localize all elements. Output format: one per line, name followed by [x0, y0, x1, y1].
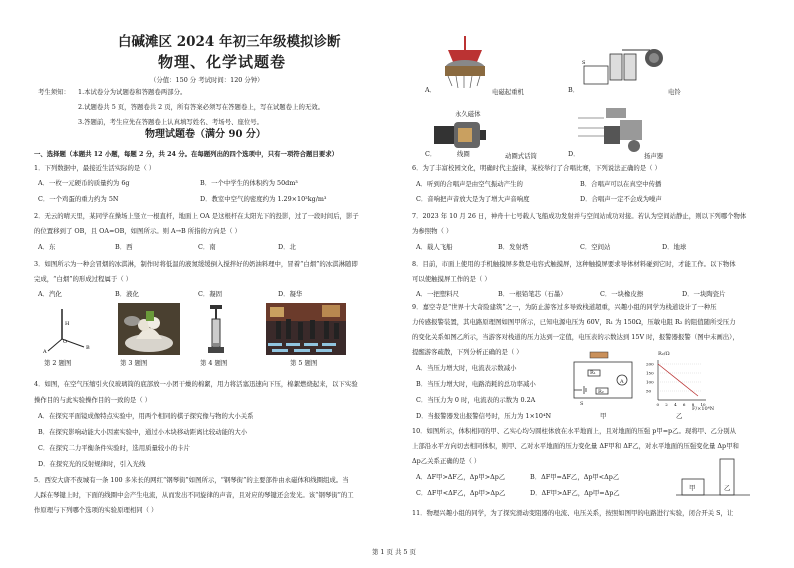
label-cylinder-jia: 甲	[689, 484, 696, 492]
q1-option-b: B．一个中学生的体积约为 50dm³	[200, 179, 298, 187]
q4-option-b: B．在探究影响动能大小因素实验中，通过小木块移动距离比较动能的大小	[38, 428, 248, 436]
figure-q2-pole	[40, 303, 100, 355]
q9-option-b: B．当压力增大时，电路消耗的总功率减小	[416, 380, 536, 388]
q9-option-d: D．当报警器发出报警信号时，压力为 1×10⁴N	[416, 412, 552, 420]
figure-q3-ice-cream-photo	[118, 303, 180, 355]
exam-title: 白碱滩区 2024 年初三年级模拟诊断	[118, 34, 341, 50]
notice-label: 考生须知：	[38, 88, 70, 96]
q9-stem-2: 力传感报警装置，其电路原理图如图甲所示，已知电源电压为 60V，R₁ 为 150Ω，压敏电阻 R₂ 的阻值随所受压力	[412, 318, 736, 326]
graph-curve	[658, 364, 698, 396]
figure-dynamic-microphone	[432, 118, 490, 152]
q7-option-d: D．地球	[662, 243, 687, 251]
part1-heading: 一、选择题（本题共 12 小题，每题 2 分，共 24 分。在每题列出的四个选项中，只有一项符合题目要求）	[34, 150, 338, 158]
q10-option-d: D．ΔF甲>ΔF乙，Δp甲=Δp乙	[530, 489, 620, 497]
q5-option-c-label: C．	[425, 150, 437, 158]
graph-y-tick: 150	[646, 370, 654, 376]
q8-option-c: C．一块橡皮擦	[600, 290, 644, 298]
label-ammeter: A	[620, 379, 624, 385]
q5-stem-3: 作原理与下列哪个选项的实验原理相同（ ）	[34, 506, 158, 514]
q10-option-a: A．ΔF甲>ΔF乙，Δp甲>Δp乙	[416, 473, 506, 481]
q8-stem: 8．目前，市面上使用的手机触摸屏多数是电容式触摸屏，这种触摸屏要求导体材料碰到它时，才能工作。以下物体	[412, 260, 736, 268]
q10-option-c: C．ΔF甲<ΔF乙，Δp甲>Δp乙	[416, 489, 506, 497]
figure-loudspeaker	[576, 104, 646, 156]
svg-text:A: A	[43, 349, 47, 355]
q3-stem: 3．如图所示为一种会冒烟的冰淇淋，制作时将低温的液氮缓缓倒入搅拌好的奶油料理中，冒着“白烟”的冰淇淋随即	[34, 260, 358, 268]
graph-y-tick: 100	[646, 379, 654, 385]
figure-q10-cylinders	[676, 455, 750, 501]
q5-stem-2: 人踩在琴键上时，下面的线圈中会产生电流，从而发出不同旋律的声音，且对应的琴键还会发光。该“钢琴街”的工	[34, 491, 354, 499]
q10-stem: 10．如图所示，体积相同的甲、乙实心均匀圆柱体放在水平地面上，且对地面的压强 p甲=p乙。现将甲、乙分别从	[412, 427, 737, 435]
figure-electric-bell	[578, 44, 668, 94]
label-r2: R₂	[598, 389, 604, 395]
q5-option-d-caption: 扬声器	[644, 152, 664, 160]
label-permanent-magnet: 永久磁体	[455, 110, 481, 118]
notice-item-3: 3.答题前，考生应先在答题卷上认真填写姓名、考场号、座位号。	[78, 118, 264, 126]
q7-stem-2: 为参照物（ ）	[412, 227, 453, 235]
q9-stem-4: 提醒游客疏散，下列分析正确的是（ ）	[412, 348, 523, 356]
graph-x-tick: 2	[665, 402, 668, 407]
q3-option-d: D．凝华	[278, 290, 303, 298]
q5-stem: 5．西安大唐不夜城有一条 100 多米长的网红“钢琴街”如图所示，“钢琴街”的主要部件由永磁体和线圈组成。当	[34, 476, 349, 484]
q2-option-a: A．东	[38, 243, 56, 251]
q5-option-b-label: B．	[568, 86, 580, 94]
q1-option-d: D．教室中空气的密度约为 1.29×10³kg/m³	[200, 195, 327, 203]
q4-stem: 4．如图，在空气压缩引火仪玻璃筒的底部放一小团干燥的棉絮，用力将活塞迅速向下压，棉絮燃烧起来，以下实验	[34, 380, 358, 388]
caption-fig4: 第 4 题图	[200, 359, 228, 367]
q9-stem-3: 的变化关系如图乙所示，当游客对栈道的压力达到一定值，电压表的示数达到 15V 时，报警器报警（图中未画出），	[412, 333, 739, 341]
q2-stem: 2．无云的晴天里，某同学在操场上竖立一根直杆，地面上 OA 是这根杆在太阳光下的投影，过了一段时间后，影子	[34, 212, 359, 220]
q10-option-b: B．ΔF甲=ΔF乙，Δp甲<Δp乙	[530, 473, 620, 481]
svg-text:O: O	[63, 339, 68, 345]
q3-option-c: C．凝固	[198, 290, 223, 298]
q1-option-c: C．一个鸡蛋的重力约为 5N	[38, 195, 119, 203]
graph-x-tick: 8	[691, 402, 695, 407]
q7-option-b: B．发射塔	[498, 243, 529, 251]
q5-option-a-caption: 电磁起重机	[492, 88, 524, 96]
q5-option-a-label: A．	[425, 86, 437, 94]
q3-stem-2: 完成，“白烟”的形成过程属于（ ）	[34, 275, 133, 283]
q6-option-b: B．合唱声可以在真空中传播	[580, 180, 662, 188]
q2-option-c: C．南	[198, 243, 216, 251]
q10-stem-2: 上部沿水平方向切去相同体积，则甲、乙对水平地面的压力变化量 ΔF甲和 ΔF乙，对水平地面的压强变化量 Δp甲和	[412, 442, 739, 450]
graph-y-tick: 50	[646, 388, 652, 394]
q10-stem-3: Δp乙关系正确的是（ ）	[412, 457, 481, 465]
q9-option-c: C．当压力为 0 时，电流表的示数为 0.2A	[416, 396, 536, 404]
exam-subtitle: 物理、化学试题卷	[158, 53, 287, 71]
graph-x-tick: 4	[674, 402, 677, 407]
graph-x-tick: 10	[700, 402, 706, 407]
graph-x-tick: 0	[656, 402, 660, 407]
label-switch: S	[580, 401, 584, 407]
q7-option-c: C．空间站	[580, 243, 611, 251]
q6-option-c: C．音响把声音放大是为了增大声音响度	[416, 195, 530, 203]
label-fig-yi: 乙	[676, 412, 683, 420]
q6-option-a: A．听到的合唱声是由空气振动产生的	[416, 180, 523, 188]
q3-option-b: B．液化	[115, 290, 139, 298]
q8-option-b: B．一根铅笔芯（石墨）	[498, 290, 567, 298]
q4-option-c: C．在探究二力平衡条件实验时，选用质量较小的卡片	[38, 444, 190, 452]
q9-option-a: A．当压力增大时，电流表示数减小	[416, 364, 517, 372]
q2-option-b: B．西	[115, 243, 133, 251]
q5-option-c-caption: 动圈式话筒	[505, 152, 537, 160]
page-footer: 第 1 页 共 5 页	[372, 548, 416, 556]
q6-option-d: D．合唱声一定不会成为噪声	[580, 195, 662, 203]
q9-stem: 9．嘉空寺是“世界十大奇险建筑”之一，为防止游客过多导致栈道超重，兴趣小组的同学为栈道设计了一种压	[412, 303, 717, 311]
q4-option-d: D．在探究光的反射规律时，引入光线	[38, 460, 146, 468]
q1-stem: 1．下列数据中，最接近生活实际的是（ ）	[34, 164, 156, 172]
q2-stem-2: 的位置移到了 OB，且 OA=OB，如图所示。则 A→B 所指的方向是（ ）	[34, 227, 241, 235]
label-r1: R₁	[590, 370, 596, 376]
q5-option-b-caption: 电铃	[668, 88, 681, 96]
q7-option-a: A．载人飞船	[416, 243, 453, 251]
caption-fig2: 第 2 题图	[44, 359, 72, 367]
figure-q5-piano-street-photo	[266, 303, 346, 355]
graph-x-axis-label: F/×10⁴N	[692, 406, 715, 412]
q8-option-d: D．一块陶瓷片	[682, 290, 726, 298]
svg-text:B: B	[86, 345, 90, 351]
label-fig-jia: 甲	[600, 412, 607, 420]
figure-q4-compression-igniter	[205, 303, 227, 357]
figure-electromagnet-crane-photo	[440, 36, 490, 92]
q3-option-a: A．汽化	[38, 290, 62, 298]
q7-stem: 7．2023 年 10 月 26 日，神舟十七号载人飞船成功发射并与空间站成功对接。若认为空间站静止，则以下列哪个物体	[412, 212, 747, 220]
graph-y-tick: 200	[646, 361, 654, 367]
section-title: 物理试题卷（满分 90 分）	[145, 129, 266, 140]
notice-item-1: 1.本试卷分为试题卷和答题卷两部分。	[78, 88, 187, 96]
notice-item-2: 2.试题卷共 5 页，答题卷共 2 页，所有答案必须写在答题卷上，写在试题卷上的无效。	[78, 103, 325, 111]
caption-fig3: 第 3 题图	[120, 359, 148, 367]
graph-x-tick: 6	[682, 402, 686, 407]
label-cylinder-yi: 乙	[724, 484, 731, 492]
q11-stem: 11．物理兴趣小组的同学，为了探究滑动变阻器的电流、电压关系，按照如图甲的电路进行实验，闭合开关 S，让	[412, 509, 734, 517]
q1-option-a: A．一枚一元硬币的质量约为 6g	[38, 179, 130, 187]
q8-option-a: A．一把塑料尺	[416, 290, 459, 298]
graph-y-axis-label: R₂/Ω	[658, 351, 670, 357]
label-coil: 线圈	[457, 150, 470, 158]
q5-option-d-label: D．	[568, 150, 580, 158]
caption-fig5: 第 5 题图	[290, 359, 318, 367]
q2-option-d: D．北	[278, 243, 296, 251]
svg-text:S: S	[582, 60, 586, 66]
figure-q9-graph	[646, 350, 712, 410]
q4-option-a: A．在探究平面镜成像特点实验中，用两个相同的棋子探究像与物的大小关系	[38, 412, 254, 420]
q8-stem-2: 可以使触摸屏工作的是（ ）	[412, 275, 491, 283]
q4-stem-2: 操作目的与此实验操作目的一致的是（ ）	[34, 396, 152, 404]
exam-meta: （分值：150 分 考试时间：120 分钟）	[150, 76, 264, 84]
q6-stem: 6．为了丰富校园文化，明确时代主旋律，某校举行了合唱比赛，下列说法正确的是（ ）	[412, 164, 661, 172]
svg-text:H: H	[65, 321, 70, 327]
